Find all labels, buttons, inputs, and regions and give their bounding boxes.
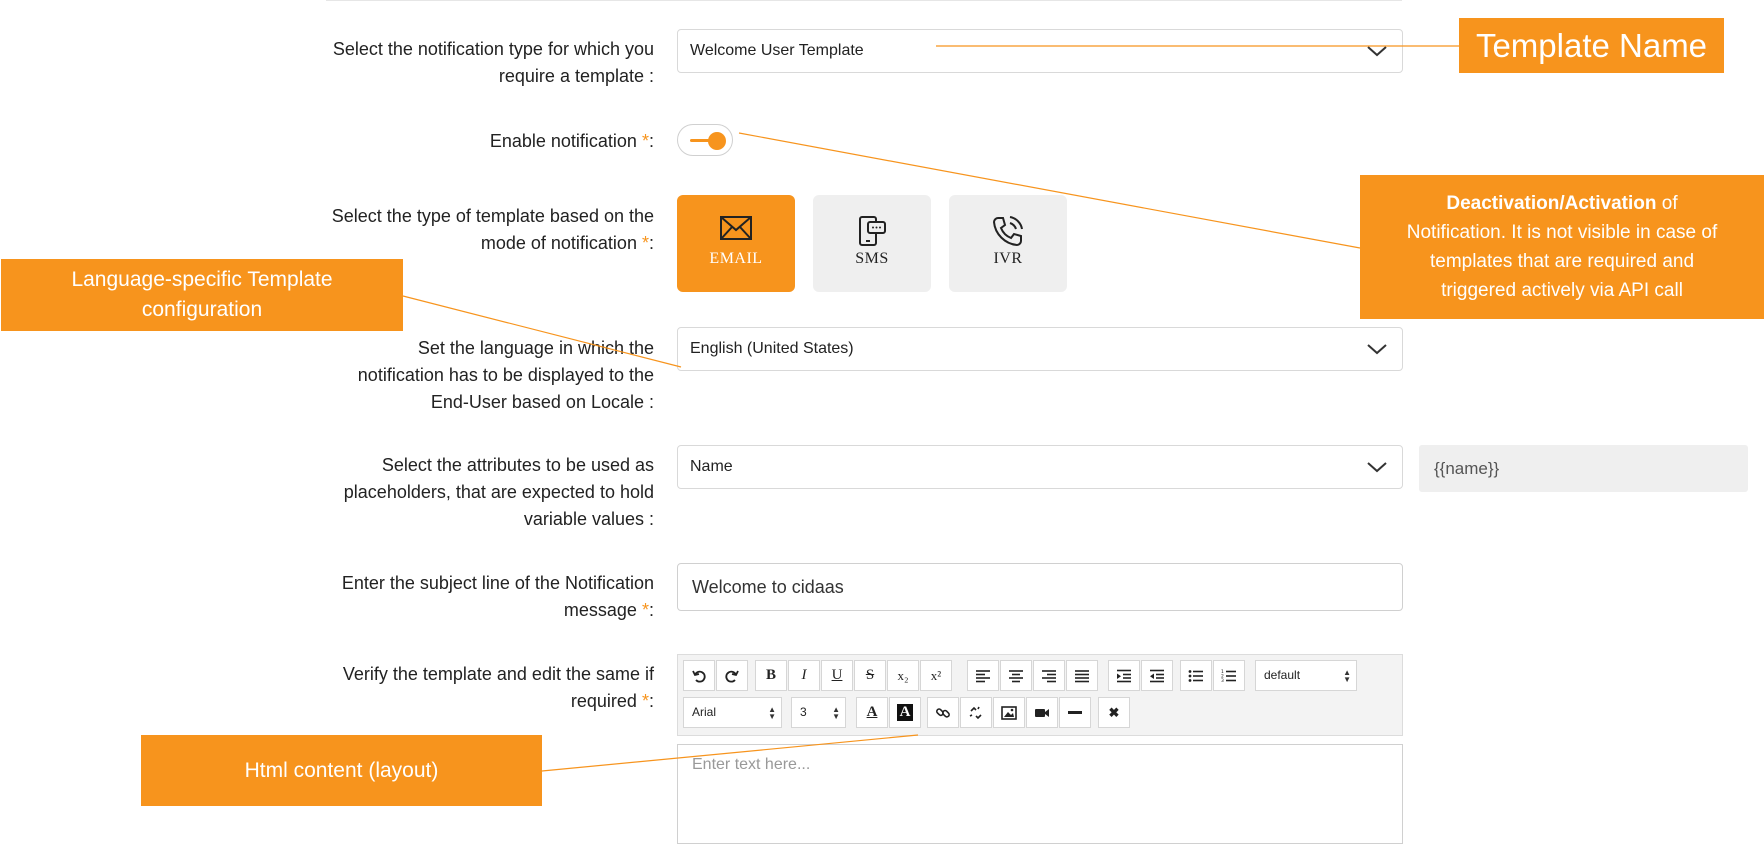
font-size-value: 3 <box>800 705 807 719</box>
bullet-list-button[interactable] <box>1180 660 1212 691</box>
outdent-icon <box>1149 669 1165 683</box>
align-center-button[interactable] <box>1000 660 1032 691</box>
mode-ivr-button[interactable] <box>949 195 1067 292</box>
callout-html-content: Html content (layout) <box>141 735 542 806</box>
link-icon <box>935 705 951 721</box>
top-divider <box>326 0 1402 1</box>
template-body-label: Verify the template and edit the same if required *: <box>342 664 654 711</box>
sms-phone-icon <box>855 214 889 248</box>
redo-icon <box>724 668 740 684</box>
video-button[interactable] <box>1026 697 1058 728</box>
chevron-down-icon <box>1366 460 1388 474</box>
italic-button[interactable] <box>788 660 820 691</box>
callout-activation: Deactivation/Activation of Notification. It is not visible in case of templates that are required and triggered actively via API call <box>1360 175 1764 319</box>
chevron-down-icon <box>1366 342 1388 356</box>
mode-sms-label: SMS <box>855 250 889 267</box>
placeholder-attribute-value: Name <box>690 458 733 475</box>
numbered-list-button[interactable] <box>1213 660 1245 691</box>
background-color-button[interactable] <box>889 697 921 728</box>
close-icon: ✖ <box>1108 704 1120 720</box>
clear-format-button[interactable] <box>1098 697 1130 728</box>
bold-button[interactable] <box>755 660 787 691</box>
bullet-list-icon <box>1188 669 1204 683</box>
subscript-icon: x₂ <box>897 667 909 683</box>
undo-icon <box>691 668 707 684</box>
italic-icon: I <box>801 667 807 683</box>
phone-call-icon <box>991 214 1025 248</box>
font-size-select[interactable] <box>791 697 846 728</box>
superscript-icon: x² <box>930 667 942 683</box>
select-arrows-icon: ▲ ▼ <box>832 705 840 721</box>
chevron-down-icon <box>1366 44 1388 58</box>
mode-ivr-label: IVR <box>993 250 1023 267</box>
select-arrows-icon: ▲ ▼ <box>1343 668 1351 684</box>
indent-button[interactable] <box>1108 660 1140 691</box>
undo-button[interactable] <box>683 660 715 691</box>
callout-template-name: Template Name <box>1459 18 1724 73</box>
image-button[interactable] <box>993 697 1025 728</box>
justify-button[interactable] <box>1066 660 1098 691</box>
strikethrough-button[interactable] <box>854 660 886 691</box>
redo-button[interactable] <box>716 660 748 691</box>
text-color-button[interactable] <box>856 697 888 728</box>
unlink-button[interactable] <box>960 697 992 728</box>
align-right-button[interactable] <box>1033 660 1065 691</box>
align-center-icon <box>1008 669 1024 683</box>
subscript-button[interactable] <box>887 660 919 691</box>
svg-text:1: 1 <box>1221 669 1224 675</box>
align-right-icon <box>1041 669 1057 683</box>
select-arrows-icon: ▲ ▼ <box>768 705 776 721</box>
editor-toolbar <box>677 654 1403 736</box>
outdent-button[interactable] <box>1141 660 1173 691</box>
notification-type-value: Welcome User Template <box>690 42 864 59</box>
placeholder-attribute-select[interactable] <box>677 445 1403 489</box>
superscript-button[interactable] <box>920 660 952 691</box>
enable-notification-toggle[interactable] <box>677 124 733 156</box>
format-select[interactable] <box>1255 660 1357 691</box>
callout-language-template: Language-specific Template configuration <box>1 259 403 331</box>
editor-placeholder: Enter text here... <box>692 756 811 773</box>
template-editor-area[interactable] <box>677 744 1403 844</box>
svg-text:2: 2 <box>1221 674 1224 679</box>
font-family-value: Arial <box>692 705 717 719</box>
horizontal-rule-icon <box>1068 711 1082 715</box>
text-color-icon: A <box>866 704 878 720</box>
align-left-icon <box>975 669 991 683</box>
background-color-icon: A <box>897 704 914 721</box>
underline-icon: U <box>831 667 843 683</box>
format-select-value: default <box>1264 668 1301 682</box>
horizontal-rule-button[interactable] <box>1059 697 1091 728</box>
svg-text:3: 3 <box>1221 678 1224 683</box>
notification-type-select[interactable] <box>677 29 1403 73</box>
envelope-icon <box>719 214 753 242</box>
indent-icon <box>1116 669 1132 683</box>
numbered-list-icon <box>1221 669 1237 683</box>
notification-type-label: Select the notification type for which you require a template : <box>332 39 654 86</box>
template-mode-label: Select the type of template based on the mode of notification *: <box>331 206 654 253</box>
language-select[interactable] <box>677 327 1403 371</box>
placeholder-token-chip[interactable]: {{name}} <box>1419 445 1748 492</box>
video-camera-icon <box>1034 707 1050 719</box>
strikethrough-icon: S <box>865 667 875 683</box>
required-mark: * <box>641 131 649 151</box>
justify-icon <box>1074 669 1090 683</box>
language-value: English (United States) <box>690 340 854 357</box>
subject-label: Enter the subject line of the Notification message *: <box>341 573 654 620</box>
align-left-button[interactable] <box>967 660 999 691</box>
mode-sms-button[interactable] <box>813 195 931 292</box>
toggle-knob <box>708 132 726 150</box>
font-family-select[interactable] <box>683 697 782 728</box>
unlink-icon <box>968 705 984 721</box>
mode-email-button[interactable] <box>677 195 795 292</box>
placeholders-label: Select the attributes to be used as placeholders, that are expected to hold variable values : <box>343 455 654 529</box>
underline-button[interactable] <box>821 660 853 691</box>
enable-notification-label: Enable notification *: <box>489 131 654 151</box>
mode-email-label: EMAIL <box>709 250 763 267</box>
bold-icon: B <box>765 667 776 683</box>
image-icon <box>1001 706 1017 720</box>
subject-input[interactable]: Welcome to cidaas <box>677 563 1403 611</box>
link-button[interactable] <box>927 697 959 728</box>
language-label: Set the language in which the notification has to be displayed to the End-User based on Locale : <box>357 338 654 412</box>
